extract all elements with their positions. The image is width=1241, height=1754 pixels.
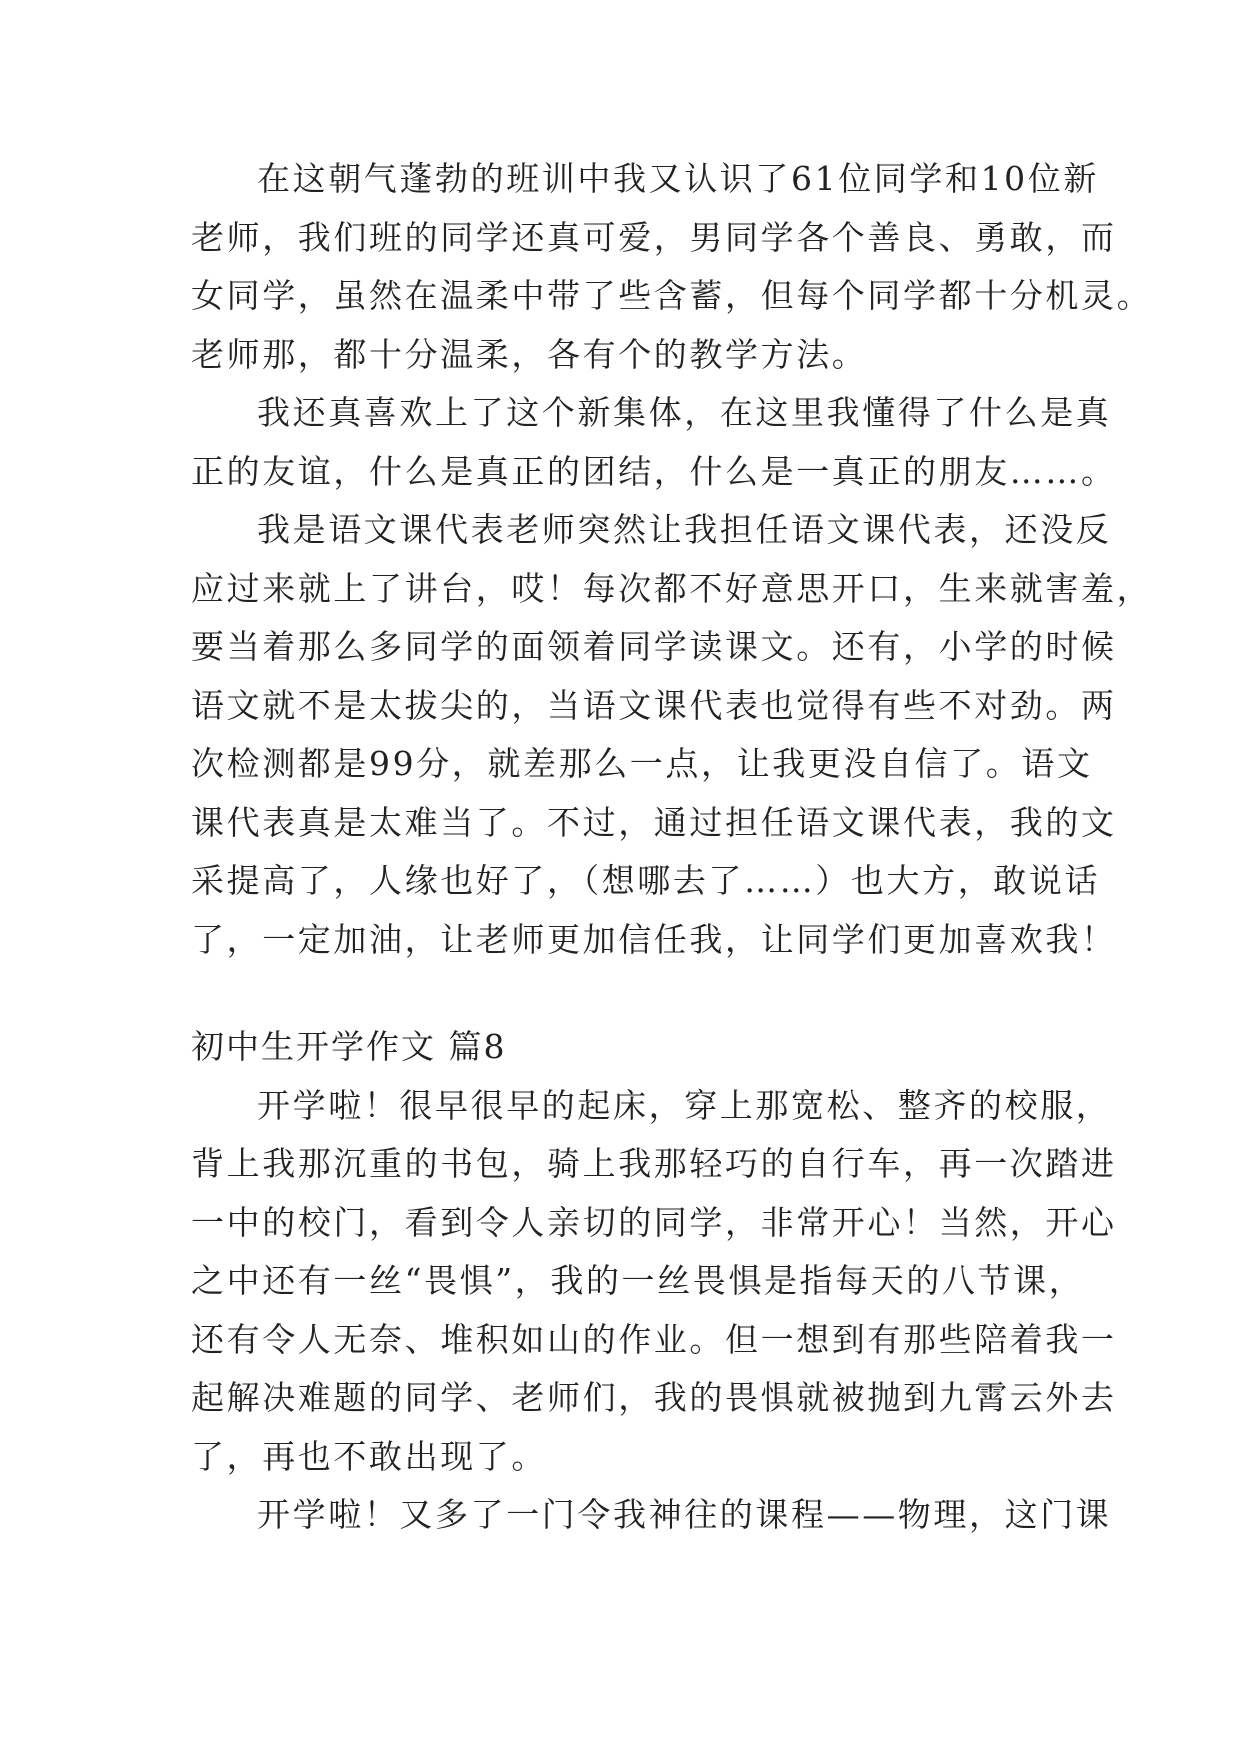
text-line: 了，再也不敢出现了。 [191, 1436, 547, 1476]
section-title: 初中生开学作文 篇8 [191, 1027, 507, 1066]
text-line: 老师那，都十分温柔，各有个的教学方法。 [191, 334, 868, 374]
text-line: 女同学，虽然在温柔中带了些含蓄，但每个同学都十分机灵。 [191, 276, 1153, 315]
text-line: 语文就不是太拔尖的，当语文课代表也觉得有些不对劲。两 [191, 685, 1117, 725]
paragraph [191, 1486, 1112, 1545]
text-line: 老师，我们班的同学还真可爱，男同学各个善良、勇敢，而 [191, 217, 1117, 257]
text-line: 我还真喜欢上了这个新集体，在这里我懂得了什么是真 [257, 393, 1112, 432]
text-line: 开学啦！又多了一门令我神往的课程——物理，这门课 [257, 1495, 1112, 1534]
text-line: 课代表真是太难当了。不过，通过担任语文课代表，我的文 [191, 802, 1117, 842]
text-line: 应过来就上了讲台，哎！每次都不好意思开口，生来就害羞， [191, 568, 1153, 608]
paragraph [191, 384, 1117, 501]
text-line: 一中的校门，看到令人亲切的同学，非常开心！当然，开心 [191, 1202, 1117, 1242]
text-line: 我是语文课代表老师突然让我担任语文课代表，还没反 [257, 510, 1112, 549]
paragraph [191, 150, 1153, 384]
text-line: 了，一定加油，让老师更加信任我，让同学们更加喜欢我！ [191, 919, 1117, 959]
text-line: 背上我那沉重的书包，骑上我那轻巧的自行车，再一次踏进 [191, 1144, 1117, 1183]
text-line: 正的友谊，什么是真正的团结，什么是一真正的朋友……。 [191, 451, 1117, 491]
text-line: 开学啦！很早很早的起床，穿上那宽松、整齐的校服， [257, 1085, 1112, 1125]
text-line: 采提高了，人缘也好了，（想哪去了……）也大方，敢说话 [191, 861, 1101, 900]
text-line: 之中还有一丝“畏惧”，我的一丝畏惧是指每天的八节课， [191, 1261, 1085, 1300]
text-line: 还有令人无奈、堆积如山的作业。但一想到有那些陪着我一 [191, 1319, 1117, 1359]
paragraph [191, 501, 1153, 969]
document-page [191, 150, 1153, 1545]
paragraph [191, 1077, 1117, 1487]
text-line: 要当着那么多同学的面领着同学读课文。还有，小学的时候 [191, 627, 1117, 666]
text-line: 在这朝气蓬勃的班训中我又认识了61位同学和10位新 [257, 159, 1099, 198]
text-line: 起解决难题的同学、老师们，我的畏惧就被抛到九霄云外去 [191, 1378, 1117, 1417]
text-line: 次检测都是99分，就差那么一点，让我更没自信了。语文 [191, 744, 1093, 783]
